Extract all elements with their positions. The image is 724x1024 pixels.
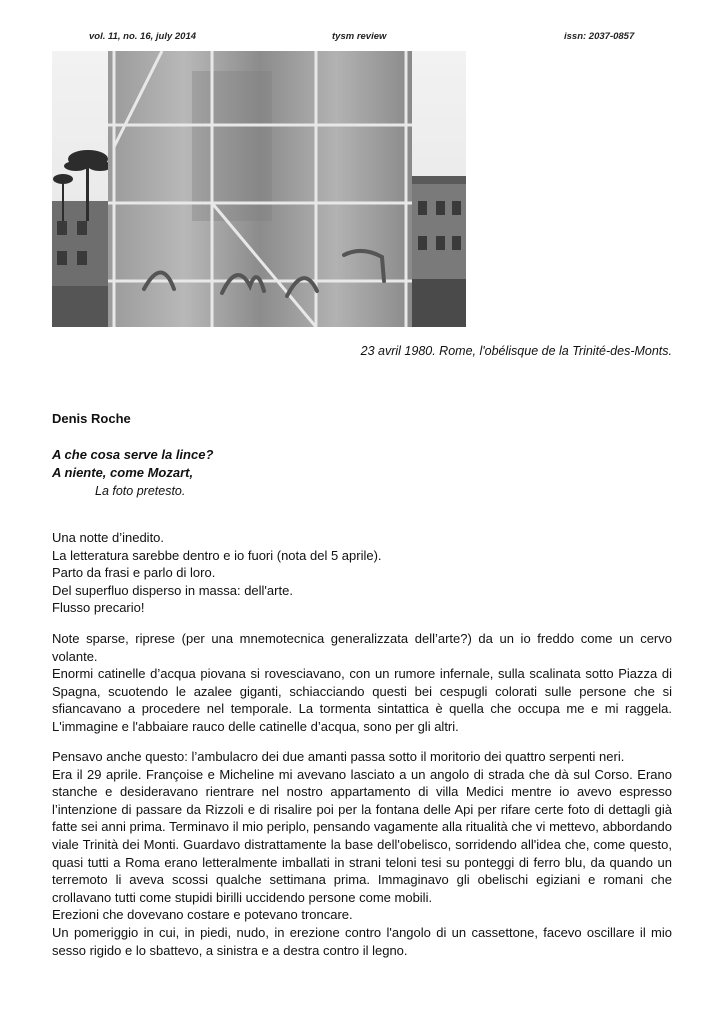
article-subtitle [52, 446, 213, 500]
body-line: Parto da frasi e parlo di loro. [52, 565, 216, 581]
author-name: Denis Roche [52, 411, 131, 426]
header-journal: tysm review [332, 31, 387, 42]
body-paragraph: Enormi catinelle d’acqua piovana si rovesciavano, con un rumore infernale, sulla scalinata sotto Piazza di Spagna, scuotendo le azalee giganti, schiacciando questi bei cespugli colorati sulle persone che si sfiancavano a procedere nel temporale. La tormenta sintattica è quella che occupa me e mi raggela. L'immagine e l'abbaiare rauco delle catinelle d’acqua, sono per gli altri. [52, 666, 672, 734]
body-line: Del superfluo disperso in massa: dell'arte. [52, 582, 293, 598]
body-line: La letteratura sarebbe dentro e io fuori (nota del 5 aprile). [52, 547, 382, 563]
body-paragraph: Erezioni che dovevano costare e potevano troncare. [52, 907, 353, 923]
body-line: Flusso precario! [52, 600, 145, 616]
subtitle-line: A niente, come Mozart, [52, 465, 194, 480]
body-paragraph: Note sparse, riprese (per una mnemotecnica generalizzata dell’arte?) da un io freddo come un cervo volante. [52, 631, 672, 664]
body-line: Una notte d’inedito. [52, 530, 165, 545]
header-volume: vol. 11, no. 16, july 2014 [89, 31, 197, 42]
subtitle-line: La foto pretesto. [95, 484, 186, 498]
body-paragraph: Pensavo anche questo: l’ambulacro dei due amanti passa sotto il moritorio dei quattro serpenti neri. [52, 749, 625, 764]
header-issn: issn: 2037-0857 [564, 31, 635, 42]
paragraph-group [52, 630, 672, 736]
obelisk-photo [52, 51, 466, 327]
body-paragraph: Un pomeriggio in cui, in piedi, nudo, in erezione contro l'angolo di un cassettone, facevo oscillare il mio sesso rigido e lo sbattevo, a sinistra e a destra contro il legno. [52, 924, 672, 958]
body-paragraph: Era il 29 aprile. Françoise e Micheline mi avevano lasciato a un angolo di strada che dà sul Corso. Erano stanche e desideravano rientrare nel nostro appartamento di villa Medici mentre io avevo espresso l’intenzione di passare da Rizzoli e di risalire poi per la fontana delle Api per rifare certe foto di dettagli già fatte sei anni prima. Terminavo il mio periplo, pensando vagamente alla ritualità che vi mettevo, abbordando viale Trinità dei Monti. Guardavo distrattamente la base dell'obelisco, sorridendo all'idea che, come questo, quasi tutti a Roma erano letteralmente imballati in strani teloni tesi su ponteggi di ferro blu, da quando un terremoto li aveva scossi qualche settimana prima. Immaginavo gli obelischi egiziani e romani che crollavano tutti come stupidi birilli uccidendo persone come mobili. [52, 766, 672, 905]
paragraph-group [52, 748, 672, 959]
subtitle-line: A che cosa serve la lince? [52, 447, 214, 462]
photo-caption: 23 avril 1980. Rome, l'obélisque de la Trinité-des-Monts. [360, 344, 672, 358]
paragraph-group [52, 529, 672, 617]
